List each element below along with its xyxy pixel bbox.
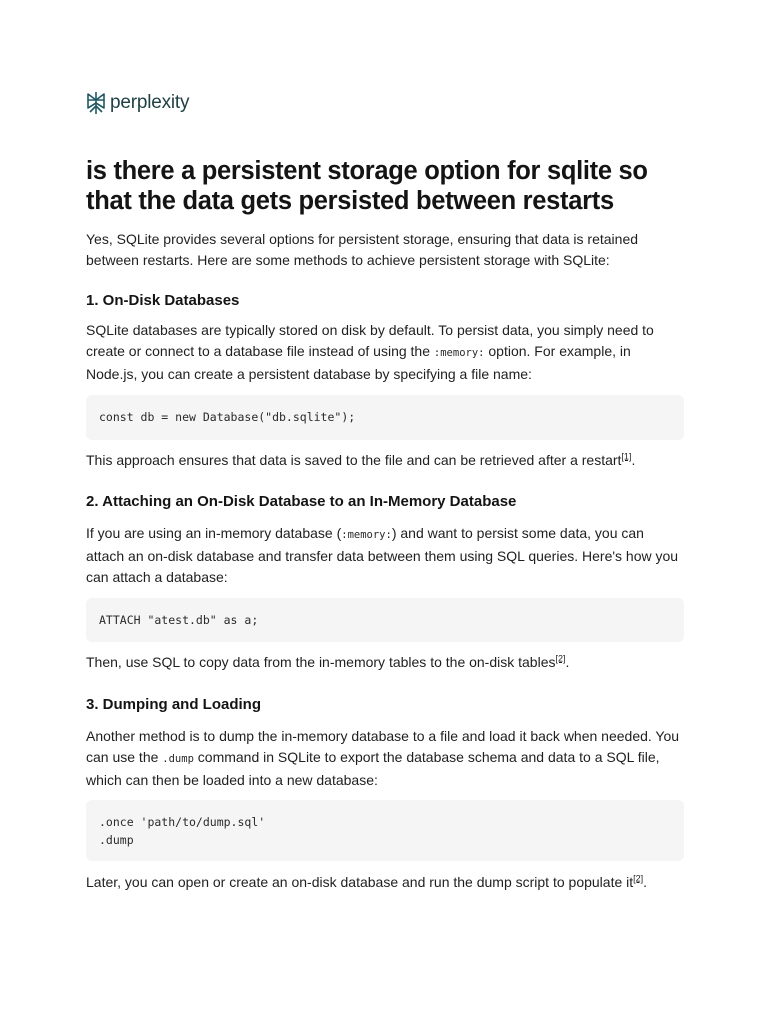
section-heading-1: 1. On-Disk Databases	[86, 292, 240, 309]
sentence-end: .	[631, 452, 636, 468]
code-block-2[interactable]	[86, 598, 684, 642]
inline-code-dump: .dump	[162, 753, 194, 765]
section-after-1	[86, 450, 684, 471]
section-heading-2: 2. Attaching an On-Disk Database to an In-Memory Database	[86, 493, 517, 510]
section-after-text-1: This approach ensures that data is saved to the file and can be retrieved after a restart	[86, 452, 622, 468]
intro-paragraph: Yes, SQLite provides several options for persistent storage, ensuring that data is retained between restarts. Here are some methods to achieve persistent storage with SQLite:	[86, 231, 639, 268]
citation-link[interactable]: [1]	[621, 451, 632, 462]
page-title: is there a persistent storage option for sqlite so that the data gets persisted between restarts	[86, 157, 648, 215]
section-paragraph-2	[86, 523, 684, 588]
section-text-1b: option. For example, in Node.js, you can create a persistent database by specifying a file name:	[86, 343, 631, 382]
inline-code-memory: :memory:	[341, 529, 392, 541]
perplexity-logo-icon	[86, 91, 106, 115]
citation-link[interactable]: [2]	[633, 873, 644, 884]
section-paragraph-3	[86, 726, 684, 791]
section-after-text-2: Then, use SQL to copy data from the in-memory tables to the on-disk tables	[86, 654, 556, 670]
brand-logo[interactable]	[86, 90, 189, 116]
inline-code-memory: :memory:	[433, 347, 485, 359]
code-line: .dump	[99, 833, 134, 847]
sentence-end: .	[565, 654, 570, 670]
section-text-1a: SQLite databases are typically stored on disk by default. To persist data, you simply need to create or connect to a database file instead of using the	[86, 322, 654, 359]
code-line: ATTACH "atest.db" as a;	[99, 613, 259, 627]
sentence-end: .	[643, 874, 648, 890]
section-after-text-3: Later, you can open or create an on-disk database and run the dump script to populate it	[86, 874, 634, 890]
code-block-3[interactable]	[86, 800, 684, 861]
section-text-3a: Another method is to dump the in-memory database to a file and load it back when needed. You can use the	[86, 728, 680, 765]
section-paragraph-1	[86, 320, 684, 385]
section-after-3	[86, 872, 684, 893]
brand-name: perplexity	[110, 92, 190, 113]
section-text-2a: If you are using an in-memory database (	[86, 525, 342, 541]
section-after-2	[86, 652, 684, 673]
code-line: .once 'path/to/dump.sql'	[99, 815, 266, 829]
code-block-1[interactable]	[86, 395, 684, 440]
code-line: const db = new Database("db.sqlite");	[99, 410, 356, 424]
section-text-3b: command in SQLite to export the database schema and data to a SQL file, which can then be loaded into a new database:	[86, 749, 660, 788]
section-text-2b: ) and want to persist some data, you can attach an on-disk database and transfer data between them using SQL queries. Here's how you can attach a database:	[86, 525, 679, 585]
section-heading-3: 3. Dumping and Loading	[86, 696, 261, 713]
citation-link[interactable]: [2]	[555, 653, 566, 664]
